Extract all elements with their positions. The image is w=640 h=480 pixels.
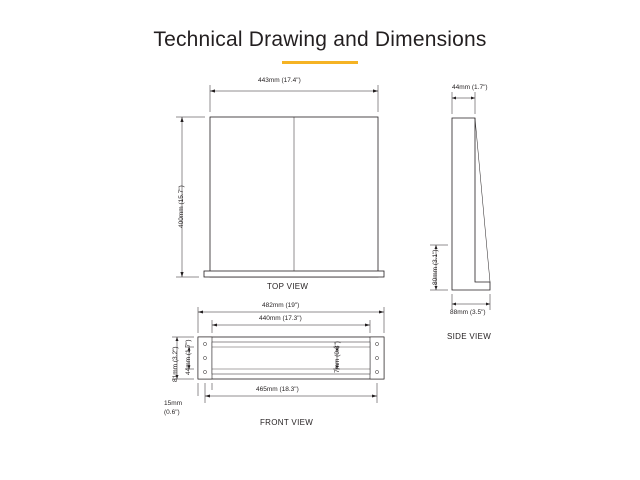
top-view-body (204, 117, 384, 277)
front-view-offset-label-2: (0.6") (164, 409, 180, 416)
front-view-left-height-label: 81mm (3.2") (172, 346, 179, 382)
drawing-canvas (0, 70, 640, 450)
title-underline-rule (282, 61, 358, 64)
top-view-width-dimension (210, 85, 378, 112)
front-view-left-inner-height-label: 44mm (1.7") (185, 339, 192, 375)
side-view-bottom-label: 88mm (3.5") (450, 309, 486, 316)
dimension-drawing-svg (0, 70, 640, 450)
front-view-body (198, 337, 384, 379)
front-view-name: FRONT VIEW (260, 418, 314, 427)
front-view-outer-width-label: 482mm (19") (262, 302, 300, 309)
front-view-offset-label-1: 15mm (164, 400, 183, 407)
side-view-height-label: 80mm (3.1") (432, 249, 439, 285)
side-view-body (452, 118, 490, 290)
side-view-bottom-dimension (452, 294, 490, 310)
front-view-bottom-width-label: 465mm (18.3") (256, 386, 299, 393)
top-view-height-label: 400mm (15.7") (178, 185, 185, 228)
front-view-inner-width-label: 440mm (17.3") (259, 315, 302, 322)
side-view-top-dimension (452, 92, 475, 114)
top-view-name: TOP VIEW (267, 282, 309, 291)
front-view-right-height-label: 7mm (0.3") (334, 341, 341, 373)
top-view-width-label: 443mm (17.4") (258, 77, 301, 84)
page-title: Technical Drawing and Dimensions (153, 28, 487, 51)
side-view-top-label: 44mm (1.7") (452, 84, 488, 91)
side-view-name: SIDE VIEW (447, 332, 492, 341)
